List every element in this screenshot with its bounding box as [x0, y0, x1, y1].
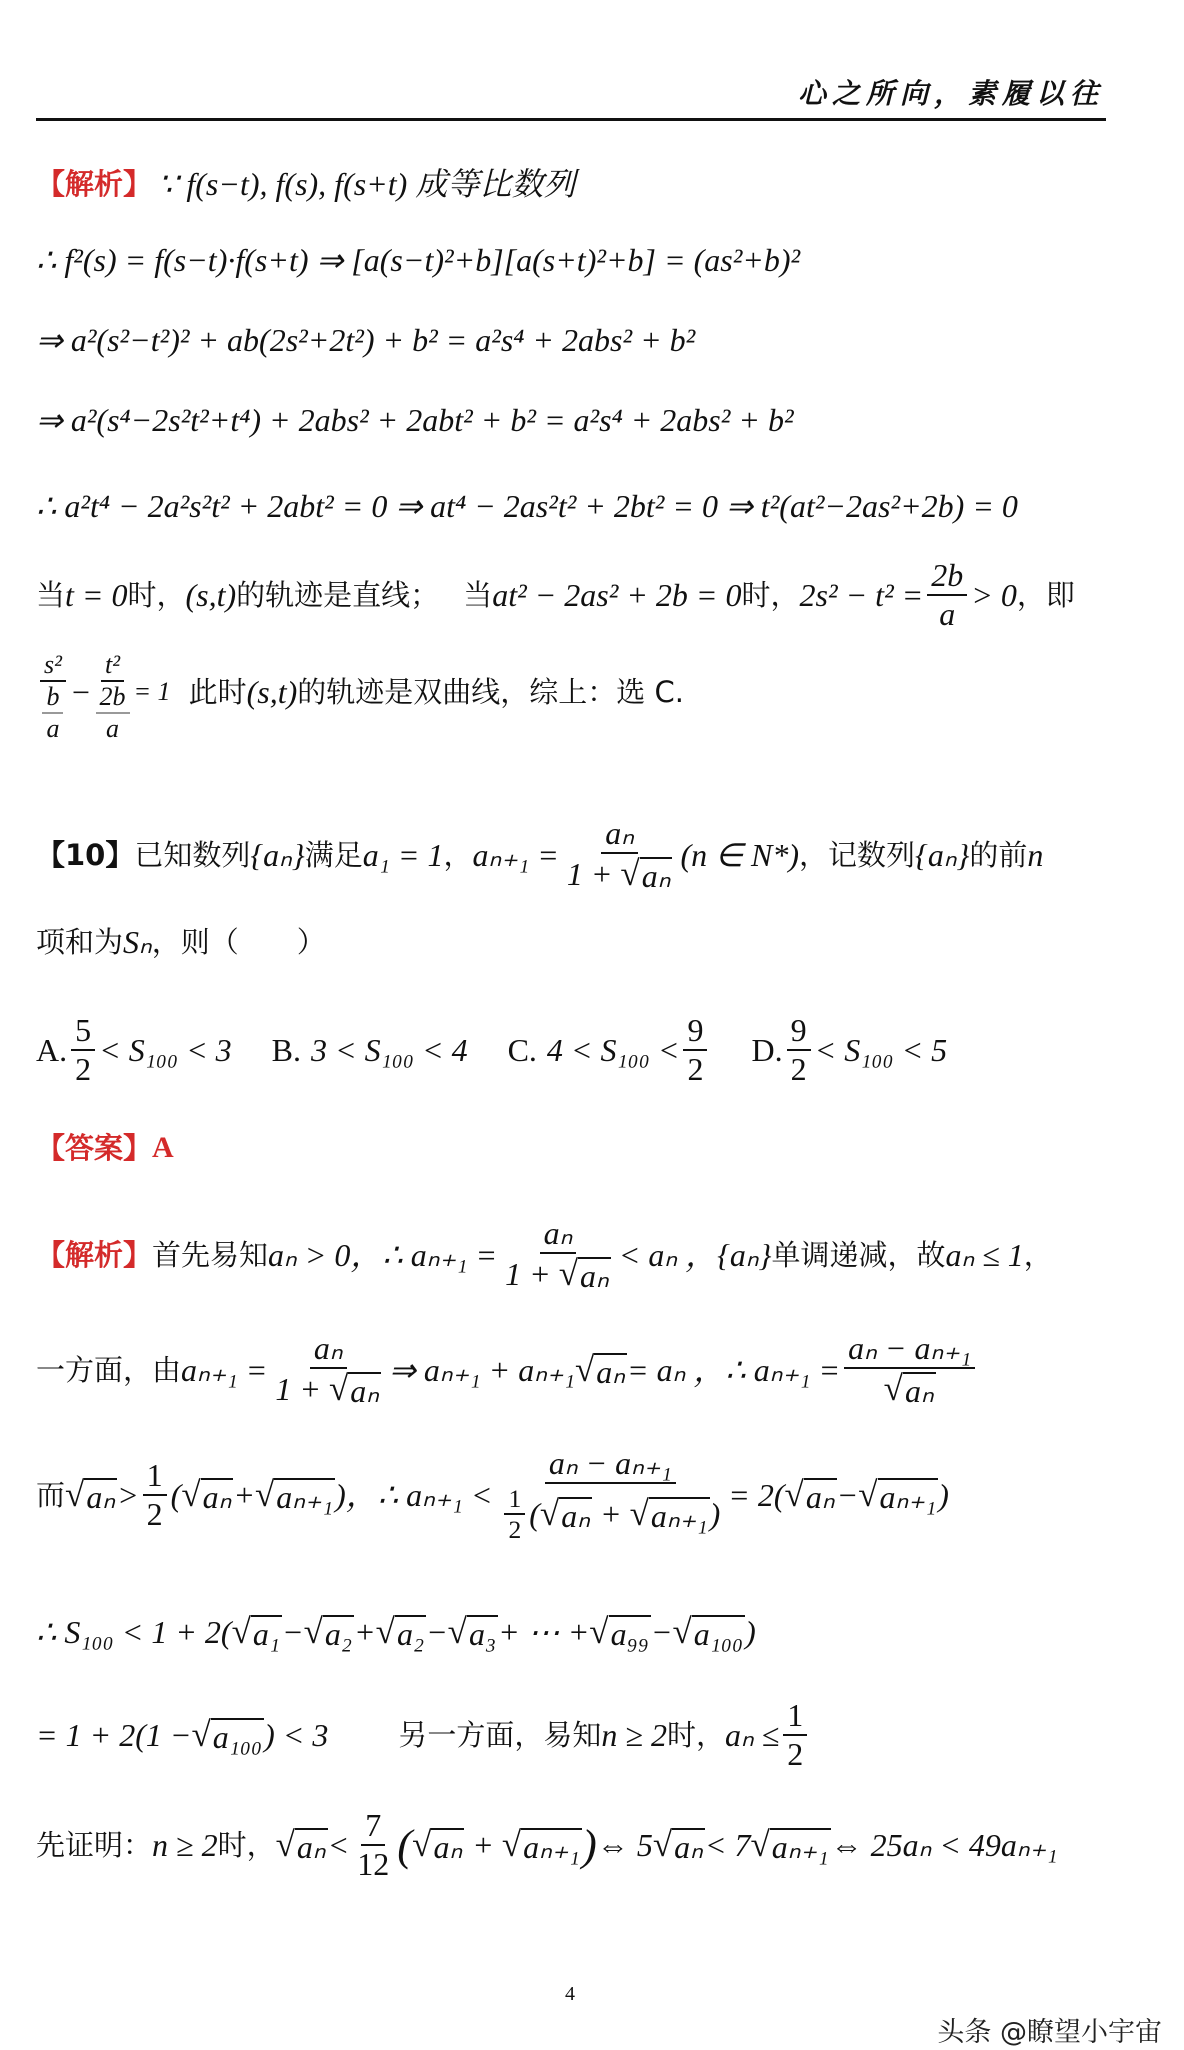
- denominator: [271, 1369, 385, 1409]
- fraction: [783, 1697, 807, 1773]
- fraction: [271, 1330, 385, 1409]
- option-d-label: D.: [751, 1032, 783, 1068]
- fraction: [787, 1012, 811, 1088]
- sqrt: [785, 1475, 837, 1515]
- option-b-label: B.: [271, 1032, 302, 1068]
- radical-icon: √: [303, 1612, 323, 1651]
- text: 项和为: [36, 925, 124, 959]
- sqrt: [858, 1475, 938, 1515]
- answer-tag: 【答案】: [36, 1131, 153, 1165]
- sqrt: [181, 1475, 233, 1515]
- analysis1-line5: [36, 486, 1018, 526]
- answer-value: A: [152, 1131, 174, 1164]
- denominator: [501, 1254, 615, 1294]
- math-expr: ) < 3: [264, 1717, 329, 1753]
- math-expr: ⇒ aₙ₊₁ + aₙ₊₁: [389, 1352, 575, 1388]
- text: 此时: [188, 675, 247, 709]
- analysis1-line3: [36, 320, 695, 360]
- numerator: 9: [787, 1012, 811, 1051]
- analysis-tag: 【解析】: [36, 1238, 153, 1272]
- fraction: [927, 557, 967, 633]
- text: 首先易知: [152, 1238, 269, 1272]
- text: 当: [463, 578, 493, 612]
- numerator: 1: [504, 1484, 525, 1515]
- radicand: aₙ₊₁: [879, 1478, 937, 1515]
- text: ，即: [1016, 578, 1075, 612]
- option-d-expr: < S₁₀₀ < 5: [814, 1032, 948, 1068]
- text: 时，: [217, 1828, 276, 1862]
- math-expr: ，∴ aₙ₊₁ =: [350, 1237, 498, 1273]
- header-motto: 心之所向，素履以往: [797, 77, 1104, 110]
- text: 的轨迹是双曲线，综上：选 C.: [297, 675, 684, 709]
- radical-icon: √: [231, 1612, 251, 1651]
- math-expr: n ≥ 2: [152, 1827, 218, 1863]
- math-expr: {aₙ}: [250, 837, 305, 873]
- math-expr: ∴ a²t⁴ − 2a²s²t² + 2abt² = 0 ⇒ at⁴ − 2as²t² + 2bt² = 0 ⇒ t²(at²−2as²+2b) = 0: [36, 488, 1018, 524]
- sqrt: [884, 1369, 936, 1409]
- text: 1 +: [275, 1371, 321, 1408]
- math-expr: < aₙ ，: [618, 1237, 718, 1273]
- math-expr: n ≥ 2: [601, 1717, 667, 1753]
- fraction: [563, 815, 677, 894]
- text: 一方面，由: [36, 1353, 182, 1387]
- denominator: 2: [75, 1051, 92, 1087]
- radicand: aₙ: [433, 1828, 463, 1865]
- radicand: aₙ₊₁: [523, 1828, 580, 1865]
- answer-line: [36, 1128, 174, 1168]
- math-expr: (s,t): [246, 674, 298, 710]
- radicand: aₙ: [674, 1828, 703, 1865]
- denominator: 2: [787, 1736, 804, 1772]
- denominator: [563, 854, 677, 894]
- radical-icon: √: [275, 1825, 295, 1864]
- radicand: a₂: [324, 1615, 353, 1652]
- denominator: 2: [146, 1496, 163, 1532]
- watermark: 头条 @瞭望小宇宙: [937, 2017, 1162, 2048]
- fraction: [143, 1457, 167, 1533]
- radicand: a₃: [468, 1615, 497, 1652]
- radicand: aₙ: [904, 1373, 934, 1410]
- radical-icon: √: [589, 1612, 609, 1651]
- numerator: aₙ: [540, 1215, 577, 1254]
- radical-icon: √: [191, 1715, 211, 1754]
- radical-icon: √: [254, 1475, 275, 1514]
- option-b-expr: 3 < S₁₀₀ < 4: [311, 1032, 468, 1068]
- radical-icon: √: [412, 1825, 432, 1864]
- question10-line1: [36, 810, 1043, 900]
- analysis1-line2: [36, 240, 800, 280]
- sqrt: [191, 1715, 264, 1755]
- analysis-tag: 【解析】: [36, 167, 153, 201]
- radicand: aₙ₊₁: [771, 1828, 829, 1865]
- sqrt: [653, 1825, 705, 1865]
- text: 另一方面，易知: [398, 1718, 602, 1752]
- numerator: aₙ: [310, 1330, 347, 1369]
- math-expr: at² − 2as² + 2b = 0: [492, 577, 742, 613]
- sqrt: [448, 1612, 498, 1652]
- denominator: 2b: [96, 682, 130, 714]
- radical-icon: √: [672, 1612, 692, 1651]
- option-c-label: C.: [507, 1032, 537, 1068]
- analysis2-line6: [36, 1800, 1058, 1890]
- math-expr: ⇔ 25aₙ < 49aₙ₊₁: [830, 1827, 1058, 1863]
- radical-icon: √: [858, 1475, 878, 1514]
- numerator: 5: [71, 1012, 95, 1051]
- radicand: a₁₀₀: [693, 1615, 744, 1652]
- radical-icon: √: [574, 1350, 595, 1389]
- math-expr: aₙ₊₁ =: [181, 1352, 268, 1388]
- math-expr: (n ∈ N*): [680, 837, 800, 873]
- math-expr: ⇒ a²(s²−t²)² + ab(2s²+2t²) + b² = a²s⁴ + 2abs² + b²: [36, 322, 696, 358]
- question10-options: [36, 1010, 947, 1090]
- text: 而: [36, 1478, 66, 1512]
- analysis1-line6: [36, 557, 1075, 632]
- radicand: aₙ: [805, 1478, 835, 1515]
- math-op: + ⋯ +: [498, 1614, 590, 1650]
- math-expr: = 2(: [728, 1477, 785, 1513]
- math-op: −: [650, 1614, 673, 1650]
- radicand: aₙ: [596, 1353, 626, 1390]
- math-op: −: [426, 1614, 448, 1650]
- sqrt: [750, 1825, 830, 1865]
- compound-fraction: [40, 650, 66, 744]
- text: 的前: [969, 838, 1028, 872]
- math-expr: >: [117, 1477, 139, 1513]
- radical-icon: √: [447, 1612, 467, 1651]
- radicand: aₙ: [202, 1478, 232, 1515]
- sqrt: [329, 1369, 381, 1409]
- math-expr: ): [745, 1614, 756, 1650]
- radical-icon: √: [181, 1475, 201, 1514]
- denominator: a: [46, 713, 60, 743]
- denominator: 2: [790, 1051, 807, 1087]
- fraction: [683, 1012, 707, 1088]
- math-expr: 2s² − t² =: [799, 577, 924, 613]
- denominator: $\frac{1}{2}$ ( √ aₙ + √ aₙ₊₁ ): [496, 1484, 724, 1545]
- math-expr: t = 0: [65, 577, 128, 613]
- sqrt: [376, 1612, 426, 1652]
- denominator: b: [42, 682, 63, 714]
- math-expr: +: [233, 1477, 255, 1513]
- fraction: [496, 1445, 724, 1545]
- denominator: a: [939, 596, 956, 632]
- text: ，: [1023, 1238, 1053, 1272]
- header-divider: [36, 118, 1106, 121]
- analysis2-line2: [36, 1320, 979, 1420]
- radicand: a₁: [252, 1615, 281, 1652]
- fraction: [501, 1215, 615, 1294]
- math-expr: = 1 + 2(1 −: [36, 1717, 192, 1753]
- math-expr: aₙ ≤ 1: [945, 1237, 1024, 1273]
- math-expr: > 0: [971, 577, 1017, 613]
- sqrt: [232, 1612, 282, 1652]
- sqrt: [589, 1612, 651, 1652]
- math-expr: = aₙ ，∴ aₙ₊₁ =: [627, 1352, 841, 1388]
- radicand: aₙ₊₁: [650, 1498, 708, 1535]
- sqrt: [575, 1350, 627, 1390]
- math-expr: (: [170, 1477, 182, 1513]
- option-a-label: A.: [36, 1032, 68, 1068]
- math-expr: ⇒ a²(s⁴−2s²t²+t⁴) + 2abs² + 2abt² + b² = a²s⁴ + 2abs² + b²: [36, 402, 794, 438]
- paren-close: ): [581, 1820, 597, 1870]
- text: ，: [443, 838, 473, 872]
- sqrt: [630, 1494, 710, 1534]
- text: 当: [36, 578, 66, 612]
- numerator: 1: [783, 1697, 807, 1736]
- radical-icon: √: [629, 1494, 649, 1534]
- question10-line2: [36, 922, 326, 962]
- radicand: aₙ: [86, 1478, 116, 1515]
- paren-open: (: [397, 1820, 413, 1870]
- sqrt: [412, 1825, 464, 1865]
- denominator: a: [106, 713, 120, 743]
- fraction: [71, 1012, 95, 1088]
- text: 1 +: [566, 856, 613, 893]
- sqrt: [672, 1612, 745, 1652]
- numerator: 1: [143, 1457, 167, 1496]
- sqrt: [559, 1254, 611, 1294]
- text: 时，: [127, 578, 186, 612]
- math-expr: −: [69, 674, 92, 710]
- math-op: +: [354, 1614, 376, 1650]
- compound-fraction: [96, 650, 130, 744]
- sqrt: [620, 854, 672, 894]
- numerator: 2b: [927, 557, 967, 596]
- radicand: aₙ: [296, 1828, 326, 1865]
- sqrt: [502, 1825, 582, 1865]
- radical-icon: √: [328, 1369, 349, 1409]
- radical-icon: √: [375, 1612, 395, 1651]
- math-expr: ): [938, 1477, 949, 1513]
- math-expr: ∴ S₁₀₀ < 1 + 2(: [36, 1614, 232, 1650]
- analysis2-line3: [36, 1440, 949, 1550]
- numerator: s²: [40, 650, 66, 682]
- analysis2-line1: [36, 1205, 1053, 1305]
- math-op: +: [464, 1827, 502, 1863]
- analysis2-line5: [36, 1690, 811, 1780]
- numerator: 9: [683, 1012, 707, 1051]
- radical-icon: √: [65, 1475, 85, 1514]
- radical-icon: √: [558, 1254, 579, 1294]
- radical-icon: √: [539, 1494, 560, 1534]
- analysis1-line4: [36, 400, 794, 440]
- math-expr: < 7: [704, 1827, 751, 1863]
- page-number: 4: [565, 1983, 575, 2005]
- sqrt: [540, 1494, 592, 1534]
- text: 时，: [741, 578, 800, 612]
- radicand: aₙ: [580, 1258, 609, 1295]
- fraction: [353, 1807, 393, 1883]
- math-expr: ⇔ 5: [596, 1827, 653, 1863]
- text: 时，: [666, 1718, 725, 1752]
- text: 1 +: [505, 1256, 551, 1293]
- math-expr: Sₙ: [123, 924, 152, 960]
- text: ，则（ ）: [151, 925, 326, 959]
- sqrt: [65, 1475, 117, 1515]
- sqrt: [276, 1825, 328, 1865]
- radicand: a₂: [396, 1615, 425, 1652]
- radicand: a₁₀₀: [212, 1718, 263, 1755]
- math-expr: <: [327, 1827, 350, 1863]
- radical-icon: √: [883, 1369, 903, 1409]
- analysis1-line1: [36, 164, 575, 204]
- numerator: 7: [361, 1807, 385, 1846]
- math-expr: −: [836, 1477, 859, 1513]
- numerator: aₙ − aₙ₊₁: [545, 1445, 676, 1484]
- math-expr: aₙ₊₁ =: [472, 837, 559, 873]
- denominator: 12: [357, 1846, 390, 1882]
- radical-icon: √: [784, 1475, 804, 1514]
- radicand: a₉₉: [610, 1615, 649, 1652]
- option-c-expr: 4 < S₁₀₀ <: [546, 1032, 680, 1068]
- denominator: [880, 1369, 940, 1409]
- math-expr: n: [1027, 837, 1044, 873]
- numerator: aₙ: [601, 815, 638, 854]
- math-op: −: [282, 1614, 304, 1650]
- fraction: [844, 1330, 975, 1409]
- math-expr: {aₙ}: [915, 837, 970, 873]
- math-expr: ∵ f(s−t), f(s), f(s+t) 成等比数列: [158, 166, 576, 202]
- denominator: 2: [687, 1051, 704, 1087]
- numerator: aₙ − aₙ₊₁: [844, 1330, 975, 1369]
- text: 满足: [304, 838, 363, 872]
- radicand: aₙ₊₁: [276, 1478, 334, 1515]
- question-number: 【10】: [36, 838, 135, 872]
- numerator: t²: [101, 650, 124, 682]
- math-expr: ∴ f²(s) = f(s−t)·f(s+t) ⇒ [a(s−t)²+b][a(s+t)²+b] = (as²+b)²: [36, 242, 801, 278]
- radicand: aₙ: [561, 1498, 590, 1535]
- radical-icon: √: [750, 1825, 770, 1864]
- text: 单调递减，故: [771, 1238, 946, 1272]
- fraction: [504, 1484, 525, 1545]
- math-expr: )，∴ aₙ₊₁ <: [335, 1477, 493, 1513]
- math-expr: {aₙ}: [717, 1237, 772, 1273]
- text: ，记数列: [799, 838, 916, 872]
- analysis2-line4: [36, 1612, 756, 1652]
- sqrt: [255, 1475, 335, 1515]
- option-a-expr: < S₁₀₀ < 3: [99, 1032, 232, 1068]
- radicand: aₙ: [641, 858, 671, 895]
- math-expr: aₙ > 0: [268, 1237, 351, 1273]
- radical-icon: √: [652, 1825, 673, 1864]
- analysis1-line7: [36, 650, 684, 760]
- math-expr: = 1: [133, 677, 171, 706]
- text: 先证明：: [36, 1828, 153, 1862]
- math-expr: aₙ ≤: [724, 1717, 780, 1753]
- math-expr: (s,t): [185, 577, 237, 613]
- math-expr: a₁ = 1: [362, 837, 444, 873]
- radical-icon: √: [620, 854, 640, 894]
- text: 已知数列: [134, 838, 251, 872]
- sqrt: [304, 1612, 354, 1652]
- radical-icon: √: [501, 1825, 522, 1864]
- radicand: aₙ: [350, 1373, 380, 1410]
- denominator: 2: [508, 1515, 522, 1545]
- text: 的轨迹是直线；: [236, 578, 440, 612]
